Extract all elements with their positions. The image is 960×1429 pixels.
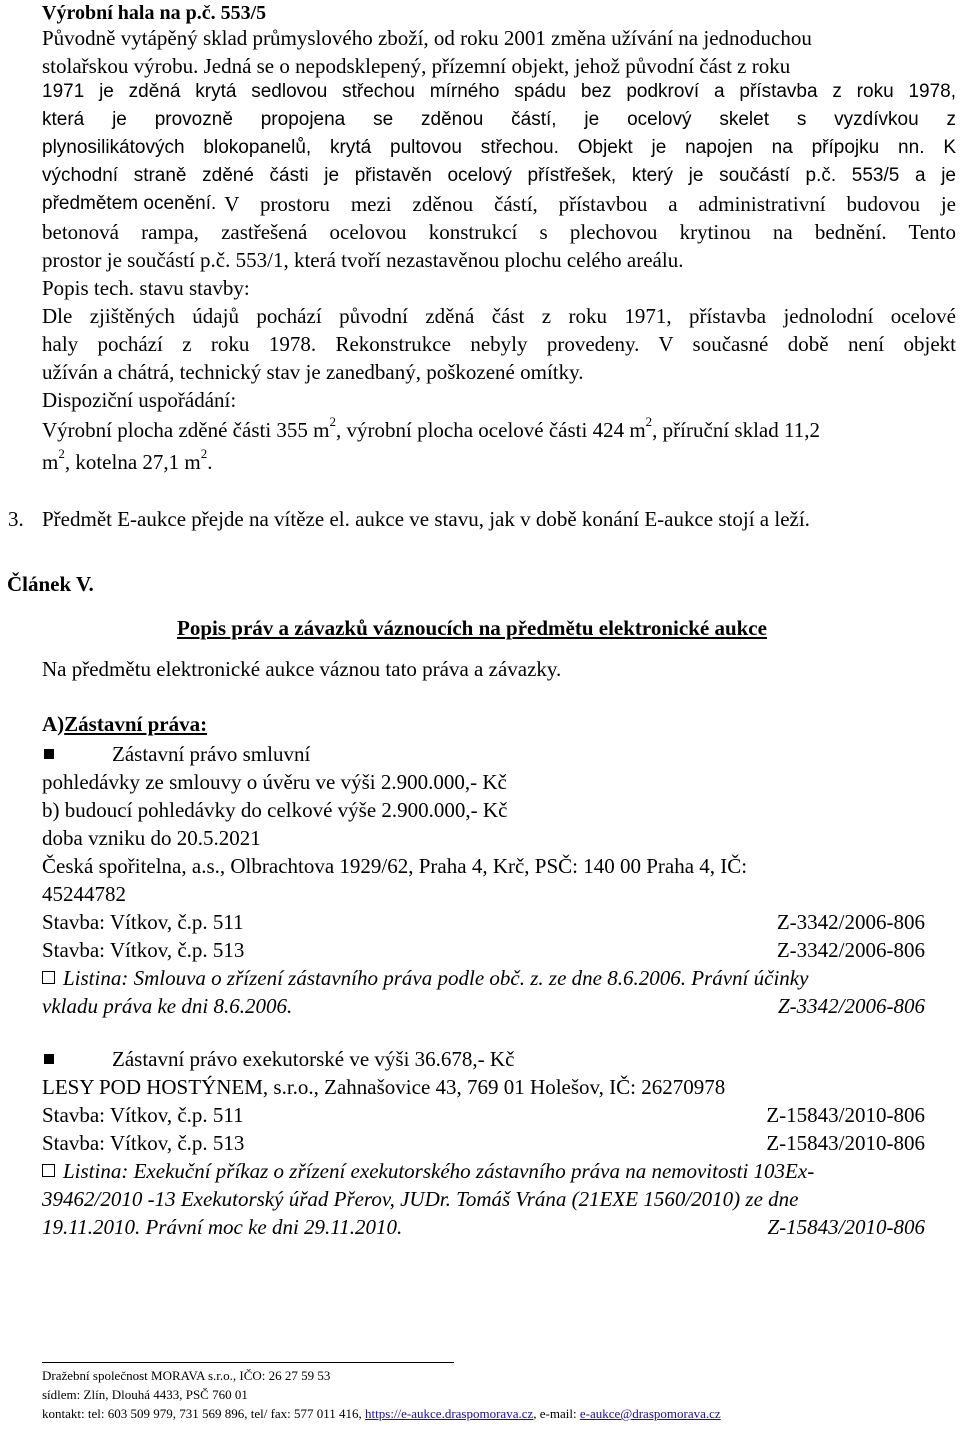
description-sans	[42, 78, 956, 218]
footer-company: Dražební společnost MORAVA s.r.o., IČO: 26 27 59 53	[42, 1368, 331, 1383]
section-title: Popis práv a závazků váznoucích na předmětu elektronické aukce	[177, 616, 767, 640]
article-heading: Článek V.	[7, 572, 94, 596]
area-text: , výrobní plocha ocelové části 424 m	[336, 418, 646, 442]
numbered-item	[8, 505, 958, 533]
footer-divider	[42, 1362, 454, 1363]
case-number: Z-3342/2006-806	[778, 994, 925, 1018]
description-line	[42, 190, 956, 218]
pledge-title: Zástavní právo exekutorské ve výši 36.678,- Kč	[112, 1047, 515, 1071]
description-line: Popis tech. stavu stavby:	[42, 276, 250, 300]
description-line: Původně vytápěný sklad průmyslového zboží, od roku 2001 změna užívání na jednoduchou	[42, 26, 812, 50]
checkbox-square-icon	[42, 971, 55, 984]
section-intro: Na předmětu elektronické aukce váznou tato práva a závazky.	[42, 657, 562, 681]
page-footer	[42, 1366, 942, 1423]
footer-contact	[42, 1404, 942, 1423]
description-line: Dispoziční uspořádání:	[42, 388, 237, 412]
description-line: Dle zjištěných údajů pochází původní zděná část z roku 1971, přístavba jednolodní ocelové	[42, 304, 956, 328]
case-number: Z-15843/2010-806	[766, 1131, 925, 1155]
deed-row	[42, 992, 925, 1020]
website-link[interactable]: https://e-aukce.draspomorava.cz	[365, 1406, 534, 1421]
description-line: 1971 je zděná krytá sedlovou střechou mírného spádu bez podkroví a přístavba z roku 1978,	[42, 81, 956, 102]
superscript: 2	[645, 414, 653, 429]
building-row	[42, 1129, 925, 1157]
superscript: 2	[329, 414, 336, 429]
email-link[interactable]: e-aukce@draspomorava.cz	[579, 1406, 721, 1421]
building-row	[42, 936, 925, 964]
deed-text: vkladu práva ke dni 8.6.2006.	[42, 994, 293, 1018]
description-line: betonová rampa, zastřešená ocelovou konstrukcí s plechovou krytinou na bednění. Tento	[42, 220, 956, 244]
case-number: Z-3342/2006-806	[776, 910, 925, 934]
pledge-creditor: LESY POD HOSTÝNEM, s.r.o., Zahnašovice 43, 769 01 Holešov, IČ: 26270978	[42, 1075, 726, 1099]
checkbox-square-icon	[42, 1164, 55, 1177]
pledge-title: Zástavní právo smluvní	[112, 742, 311, 766]
footer-contact-text: kontakt: tel: 603 509 979, 731 569 896, tel/ fax: 577 011 416,	[42, 1406, 362, 1421]
deed-text: Listina: Exekuční příkaz o zřízení exekutorského zástavního práva na nemovitosti 103Ex-	[63, 1159, 815, 1183]
description-line: stolařskou výrobu. Jedná se o nepodsklepený, přízemní objekt, jehož původní část z roku	[42, 54, 791, 78]
area-text: m	[42, 450, 59, 474]
superscript: 2	[200, 446, 208, 461]
deed-row	[42, 1213, 925, 1241]
pledge-contractual	[42, 740, 938, 1020]
case-number: Z-3342/2006-806	[776, 938, 925, 962]
deed-text: 19.11.2010. Právní moc ke dni 29.11.2010.	[42, 1215, 403, 1239]
section-heading: Výrobní hala na p.č. 553/5	[42, 2, 267, 24]
pledge-title-row	[42, 1045, 938, 1073]
pledge-line: pohledávky ze smlouvy o úvěru ve výši 2.900.000,- Kč	[42, 770, 507, 794]
building-row	[42, 908, 925, 936]
description-sans-end: předmětem ocenění.	[42, 193, 217, 214]
deed-text: Listina: Smlouva o zřízení zástavního práva podle obč. z. ze dne 8.6.2006. Právní účinky	[63, 966, 809, 990]
pledge-line: doba vzniku do 20.5.2021	[42, 826, 261, 850]
description-serif-continuation: V prostoru mezi zděnou částí, přístavbou a administrativní budovou je	[224, 192, 956, 216]
description-line: prostor je součástí p.č. 553/1, která tvoří nezastavěnou plochu celého areálu.	[42, 248, 684, 272]
subsection-label	[42, 712, 207, 737]
footer-email-label: , e-mail:	[533, 1406, 577, 1421]
pledge-line: b) budoucí pohledávky do celkové výše 2.900.000,- Kč	[42, 798, 508, 822]
building-label: Stavba: Vítkov, č.p. 511	[42, 910, 244, 934]
square-bullet-icon	[44, 1054, 54, 1064]
footer-address: sídlem: Zlín, Dlouhá 4433, PSČ 760 01	[42, 1387, 248, 1402]
pledge-title-row	[42, 740, 938, 768]
description-serif	[42, 24, 956, 80]
description-line: plynosilikátových blokopanelů, krytá pultovou střechou. Objekt je napojen na přípojku nn. K	[42, 137, 956, 158]
description-rest	[42, 218, 956, 476]
item-number: 3.	[8, 507, 24, 531]
square-bullet-icon	[44, 749, 54, 759]
subsection-prefix: A)	[42, 712, 65, 736]
deed-line	[42, 964, 938, 992]
pledge-executory	[42, 1045, 938, 1241]
area-text: , kotelna 27,1 m	[64, 450, 201, 474]
area-line	[42, 416, 956, 444]
description-line: která je provozně propojena se zděnou částí, je ocelový skelet s vyzdívkou z	[42, 109, 956, 130]
deed-line: 39462/2010 -13 Exekutorský úřad Přerov, JUDr. Tomáš Vrána (21EXE 1560/2010) ze dne	[42, 1187, 799, 1211]
pledge-line: 45244782	[42, 882, 126, 906]
building-label: Stavba: Vítkov, č.p. 513	[42, 1131, 245, 1155]
subsection-title: Zástavní práva:	[64, 712, 208, 736]
building-row	[42, 1101, 925, 1129]
area-text: .	[207, 450, 213, 474]
area-text: Výrobní plocha zděné části 355 m	[42, 418, 330, 442]
building-label: Stavba: Vítkov, č.p. 513	[42, 938, 245, 962]
pledge-line: Česká spořitelna, a.s., Olbrachtova 1929/62, Praha 4, Krč, PSČ: 140 00 Praha 4, IČ:	[42, 854, 748, 878]
area-line	[42, 448, 956, 476]
description-line: haly pochází z roku 1978. Rekonstrukce nebyly provedeny. V současné době není objekt	[42, 332, 956, 356]
item-text: Předmět E-aukce přejde na vítěze el. aukce ve stavu, jak v době konání E-aukce stojí a leží.	[42, 507, 810, 531]
superscript: 2	[58, 446, 65, 461]
description-line: východní straně zděné části je přistavěn ocelový přístřešek, který je součástí p.č. 553/5 a je	[42, 165, 956, 186]
description-line: užíván a chátrá, technický stav je zanedbaný, poškozené omítky.	[42, 360, 584, 384]
area-text: , příruční sklad 11,2	[652, 418, 820, 442]
building-label: Stavba: Vítkov, č.p. 511	[42, 1103, 244, 1127]
case-number: Z-15843/2010-806	[767, 1215, 925, 1239]
deed-line	[42, 1157, 938, 1185]
case-number: Z-15843/2010-806	[766, 1103, 925, 1127]
